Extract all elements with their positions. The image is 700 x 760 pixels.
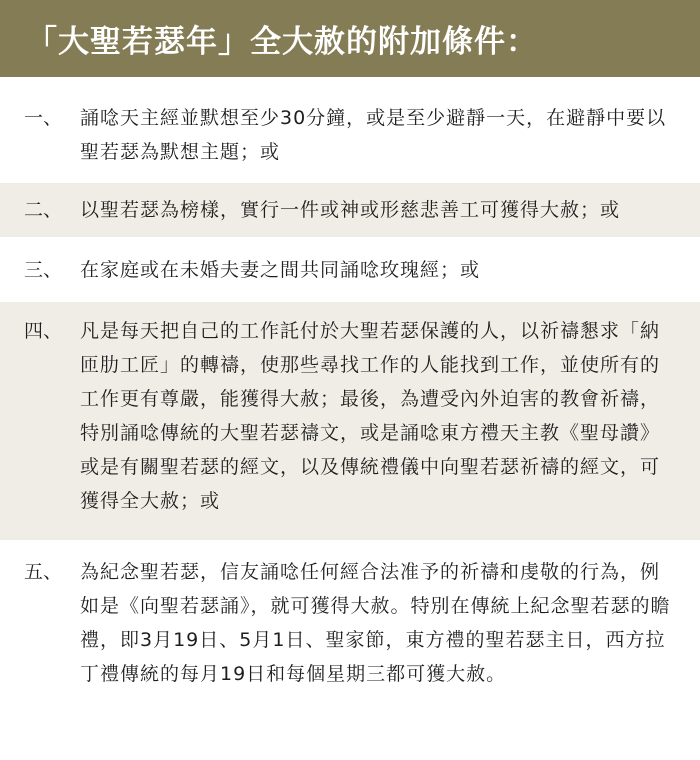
- condition-item-3: [0, 240, 700, 300]
- condition-item-5: [0, 543, 700, 743]
- header-title: 「大聖若瑟年」全大赦的附加條件：: [26, 24, 538, 60]
- condition-text: 以聖若瑟為榜樣，實行一件或神或形慈悲善工可獲得大赦；或: [80, 199, 621, 221]
- condition-number: 三、: [24, 259, 63, 281]
- condition-text: 凡是每天把自己的工作託付於大聖若瑟保護的人，以祈禱懇求「納匝肋工匠」的轉禱，使那些尋找工作的人能找到工作，並使所有的工作更有尊嚴，能獲得大赦；最後，為遭受內外迫害的教會祈禱，特別誦唸傳統的大聖若瑟禱文，或是誦唸東方禮天主教《聖母讚》或是有關聖若瑟的經文，以及傳統禮儀中向聖若瑟祈禱的經文，可獲得全大赦；或: [80, 320, 661, 512]
- condition-text: 在家庭或在未婚夫妻之間共同誦唸玫瑰經；或: [80, 259, 481, 281]
- condition-number: 二、: [24, 199, 63, 221]
- condition-item-2: [0, 183, 700, 237]
- condition-number: 四、: [24, 320, 63, 342]
- header-bar: [0, 0, 700, 77]
- condition-item-4: [0, 302, 700, 540]
- condition-text: 誦唸天主經並默想至少30分鐘，或是至少避靜一天，在避靜中要以聖若瑟為默想主題；或: [80, 107, 667, 163]
- condition-number: 五、: [24, 561, 63, 583]
- condition-text: 為紀念聖若瑟，信友誦唸任何經合法准予的祈禱和虔敬的行為，例如是《向聖若瑟誦》，就可獲得大赦。特別在傳統上紀念聖若瑟的瞻禮，即3月19日、5月1日、聖家節，東方禮的聖若瑟主日，西方拉丁禮傳統的每月19日和每個星期三都可獲大赦。: [80, 561, 671, 685]
- condition-item-1: [0, 96, 700, 176]
- condition-number: 一、: [24, 107, 63, 129]
